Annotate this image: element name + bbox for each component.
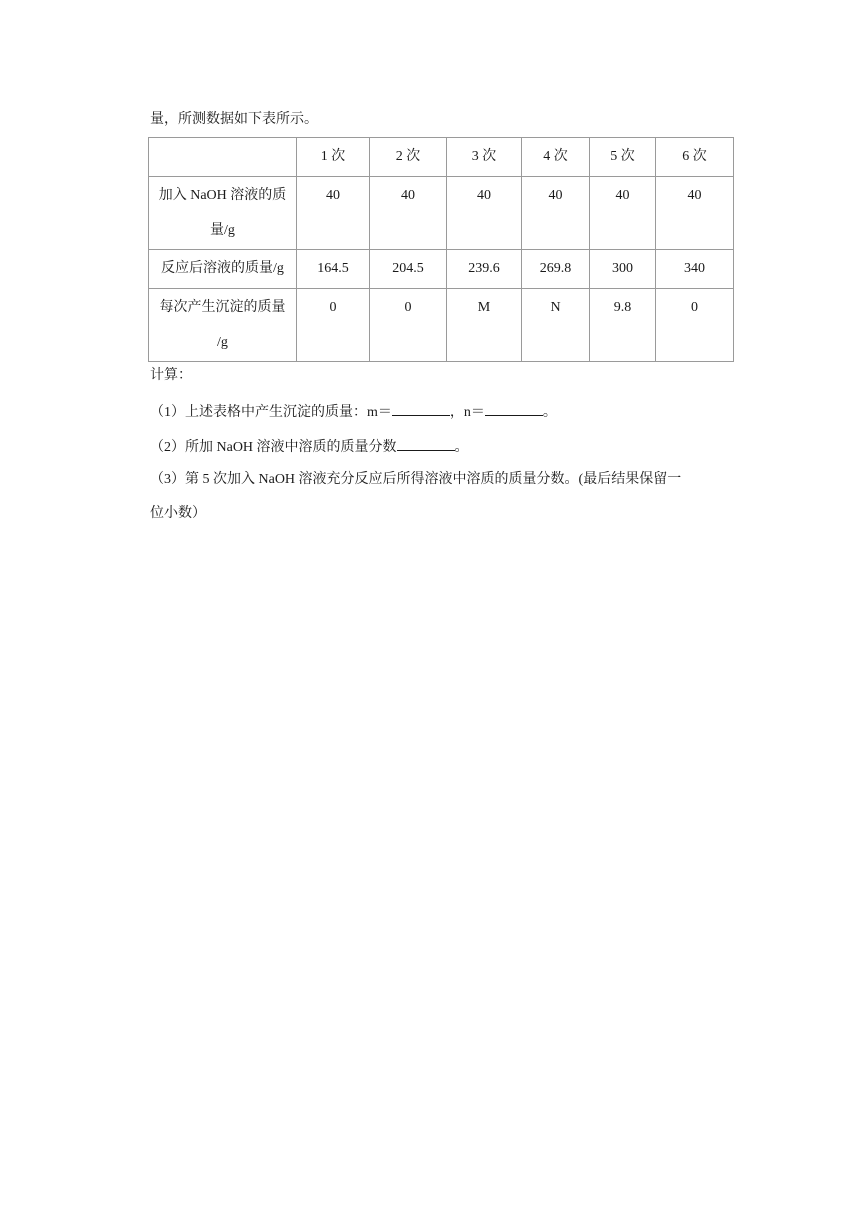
- table-cell: 204.5: [370, 250, 447, 289]
- table-header-cell: 1 次: [297, 138, 370, 177]
- table-header-cell: 2 次: [370, 138, 447, 177]
- row-label-line: 加入 NaOH 溶液的质: [158, 188, 287, 203]
- row-label-line: /g: [217, 335, 228, 350]
- question-1-prefix: （1）上述表格中产生沉淀的质量：m＝: [150, 405, 392, 420]
- question-3-line-1: （3）第 5 次加入 NaOH 溶液充分反应后所得溶液中溶质的质量分数。(最后结果保留一: [150, 472, 682, 487]
- intro-text: 量，所测数据如下表所示。: [150, 112, 318, 127]
- answer-blank-fraction[interactable]: [397, 436, 455, 451]
- table-cell: 9.8: [590, 289, 656, 362]
- question-3-line-2: 位小数）: [150, 506, 206, 521]
- table-cell: 164.5: [297, 250, 370, 289]
- question-1-suffix: 。: [542, 405, 557, 420]
- question-2: [150, 436, 469, 456]
- table-cell: N: [522, 289, 590, 362]
- table-row: [149, 177, 734, 250]
- row-label: [149, 177, 297, 250]
- row-label: 反应后溶液的质量/g: [149, 250, 297, 289]
- table-header-cell: 5 次: [590, 138, 656, 177]
- question-2-suffix: 。: [454, 440, 469, 455]
- table-cell: 269.8: [522, 250, 590, 289]
- table-cell: M: [447, 289, 522, 362]
- answer-blank-n[interactable]: [485, 401, 543, 416]
- table-cell: 300: [590, 250, 656, 289]
- table-cell: 40: [370, 177, 447, 250]
- question-1-middle: ，n＝: [449, 405, 485, 420]
- calc-title: 计算：: [150, 368, 192, 383]
- table-cell: 40: [297, 177, 370, 250]
- data-table: [148, 137, 734, 362]
- table-header-row: [149, 138, 734, 177]
- table-cell: 239.6: [447, 250, 522, 289]
- table-header-cell: 6 次: [656, 138, 734, 177]
- table-header-cell: 3 次: [447, 138, 522, 177]
- row-label-line: 量/g: [210, 223, 235, 238]
- table-row: [149, 250, 734, 289]
- table-cell: 40: [522, 177, 590, 250]
- table-cell: 340: [656, 250, 734, 289]
- table-row: [149, 289, 734, 362]
- row-label-line: 每次产生沉淀的质量: [159, 300, 286, 315]
- table-cell: 40: [656, 177, 734, 250]
- table-cell: 0: [656, 289, 734, 362]
- table-cell: 40: [590, 177, 656, 250]
- table-header-cell: [149, 138, 297, 177]
- question-1: [150, 401, 557, 421]
- row-label: [149, 289, 297, 362]
- table-cell: 0: [297, 289, 370, 362]
- question-2-prefix: （2）所加 NaOH 溶液中溶质的质量分数: [150, 440, 397, 455]
- table-header-cell: 4 次: [522, 138, 590, 177]
- answer-blank-m[interactable]: [392, 401, 450, 416]
- table-cell: 40: [447, 177, 522, 250]
- table-cell: 0: [370, 289, 447, 362]
